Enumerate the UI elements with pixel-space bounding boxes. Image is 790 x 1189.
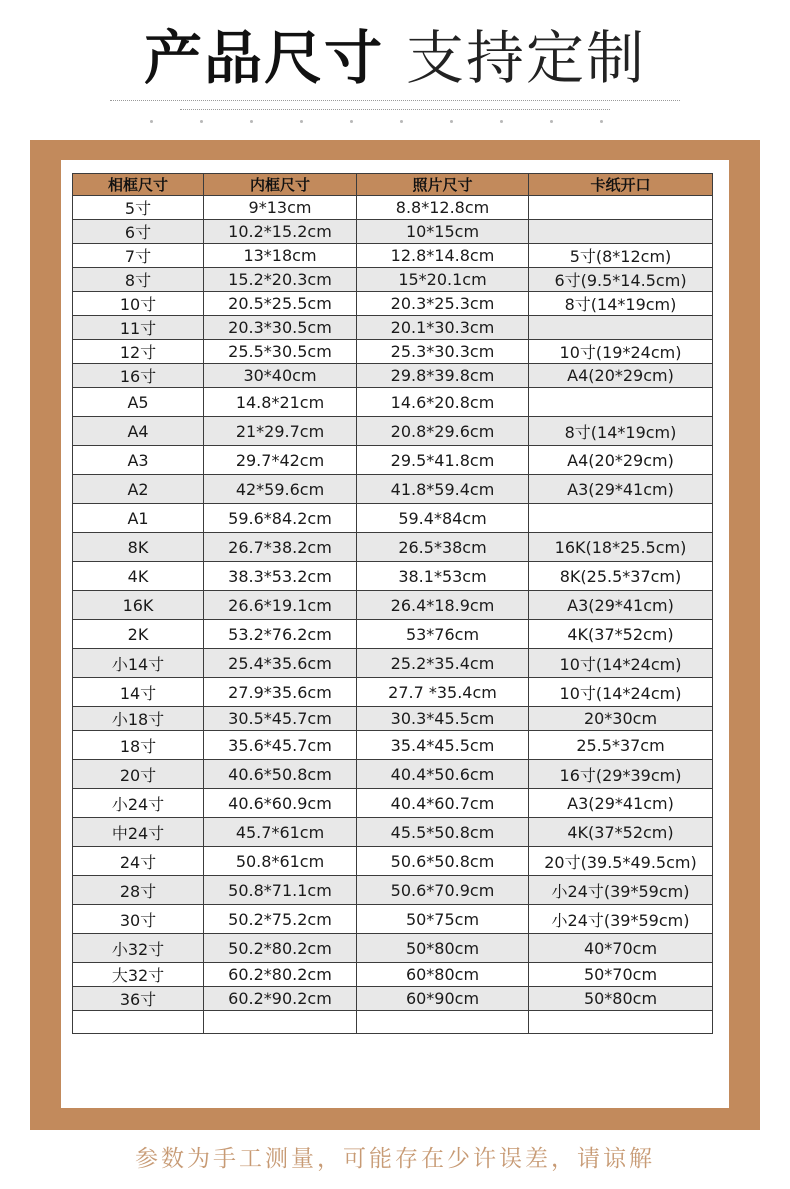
cell-inner-size: 59.6*84.2cm — [204, 504, 357, 533]
size-table — [72, 173, 713, 1034]
cell-photo-size: 27.7 *35.4cm — [357, 678, 529, 707]
table-row — [73, 963, 713, 987]
title-light: 支持定制 — [406, 24, 647, 92]
cell-frame-size: 10寸 — [73, 292, 204, 316]
cell-frame-size: 大32寸 — [73, 963, 204, 987]
cell-frame-size: 小14寸 — [73, 649, 204, 678]
cell-mat-opening — [529, 220, 713, 244]
table-row — [73, 244, 713, 268]
frame-sheet — [61, 160, 729, 1108]
cell-frame-size: 12寸 — [73, 340, 204, 364]
table-row — [73, 731, 713, 760]
cell-mat-opening: 4K(37*52cm) — [529, 818, 713, 847]
table-row — [73, 707, 713, 731]
cell-mat-opening: 10寸(14*24cm) — [529, 678, 713, 707]
cell-frame-size: A3 — [73, 446, 204, 475]
cell-frame-size: 18寸 — [73, 731, 204, 760]
cell-photo-size: 50*75cm — [357, 905, 529, 934]
cell-inner-size: 50.8*71.1cm — [204, 876, 357, 905]
cell-photo-size: 12.8*14.8cm — [357, 244, 529, 268]
cell-photo-size: 50.6*50.8cm — [357, 847, 529, 876]
table-row — [73, 364, 713, 388]
table-row — [73, 562, 713, 591]
cell-inner-size: 45.7*61cm — [204, 818, 357, 847]
cell-frame-size: 4K — [73, 562, 204, 591]
cell-frame-size: A2 — [73, 475, 204, 504]
cell-frame-size: 小24寸 — [73, 789, 204, 818]
cell-photo-size: 30.3*45.5cm — [357, 707, 529, 731]
header-mat-opening: 卡纸开口 — [529, 174, 713, 196]
cell-inner-size: 25.4*35.6cm — [204, 649, 357, 678]
cell-inner-size: 50.2*75.2cm — [204, 905, 357, 934]
table-row — [73, 417, 713, 446]
cell-inner-size: 42*59.6cm — [204, 475, 357, 504]
table-header-row — [73, 174, 713, 196]
cell-inner-size: 15.2*20.3cm — [204, 268, 357, 292]
cell-frame-size: A5 — [73, 388, 204, 417]
header-photo-size: 照片尺寸 — [357, 174, 529, 196]
header-inner-size: 内框尺寸 — [204, 174, 357, 196]
cell-mat-opening: 8寸(14*19cm) — [529, 417, 713, 446]
cell-frame-size: 7寸 — [73, 244, 204, 268]
photo-frame-border — [30, 140, 760, 1130]
cell-mat-opening: 20寸(39.5*49.5cm) — [529, 847, 713, 876]
cell-inner-size: 40.6*60.9cm — [204, 789, 357, 818]
cell-photo-size: 14.6*20.8cm — [357, 388, 529, 417]
table-row — [73, 678, 713, 707]
cell-photo-size: 29.5*41.8cm — [357, 446, 529, 475]
cell-inner-size: 35.6*45.7cm — [204, 731, 357, 760]
cell-photo-size: 15*20.1cm — [357, 268, 529, 292]
cell-inner-size: 38.3*53.2cm — [204, 562, 357, 591]
cell-mat-opening: A3(29*41cm) — [529, 475, 713, 504]
cell-frame-size: 36寸 — [73, 987, 204, 1011]
cell-mat-opening — [529, 316, 713, 340]
table-row — [73, 268, 713, 292]
cell-frame-size: 8寸 — [73, 268, 204, 292]
cell-mat-opening: 10寸(14*24cm) — [529, 649, 713, 678]
cell-frame-size: 20寸 — [73, 760, 204, 789]
cell-frame-size: 16寸 — [73, 364, 204, 388]
decorative-dots — [150, 120, 640, 126]
table-row — [73, 220, 713, 244]
cell-mat-opening — [529, 388, 713, 417]
cell-inner-size: 14.8*21cm — [204, 388, 357, 417]
table-body — [73, 196, 713, 1034]
cell-mat-opening: 50*80cm — [529, 987, 713, 1011]
table-row — [73, 388, 713, 417]
cell-inner-size: 13*18cm — [204, 244, 357, 268]
cell-frame-size: 中24寸 — [73, 818, 204, 847]
cell-mat-opening — [529, 196, 713, 220]
table-row — [73, 847, 713, 876]
cell-inner-size: 20.3*30.5cm — [204, 316, 357, 340]
cell-inner-size: 50.8*61cm — [204, 847, 357, 876]
cell-photo-size: 50.6*70.9cm — [357, 876, 529, 905]
cell-photo-size: 25.2*35.4cm — [357, 649, 529, 678]
cell-photo-size: 26.5*38cm — [357, 533, 529, 562]
cell-mat-opening: 16K(18*25.5cm) — [529, 533, 713, 562]
cell-mat-opening: A3(29*41cm) — [529, 789, 713, 818]
table-row — [73, 649, 713, 678]
table-row — [73, 876, 713, 905]
cell-photo-size: 20.8*29.6cm — [357, 417, 529, 446]
cell-frame-size: 14寸 — [73, 678, 204, 707]
decorative-divider — [110, 100, 680, 101]
cell-mat-opening: 25.5*37cm — [529, 731, 713, 760]
cell-photo-size: 40.4*50.6cm — [357, 760, 529, 789]
table-row — [73, 987, 713, 1011]
cell-photo-size: 40.4*60.7cm — [357, 789, 529, 818]
cell-mat-opening: 16寸(29*39cm) — [529, 760, 713, 789]
cell-photo-size: 29.8*39.8cm — [357, 364, 529, 388]
cell-inner-size: 50.2*80.2cm — [204, 934, 357, 963]
cell-photo-size: 8.8*12.8cm — [357, 196, 529, 220]
cell-frame-size: 5寸 — [73, 196, 204, 220]
title-bold: 产品尺寸 — [143, 24, 384, 92]
cell-inner-size: 30.5*45.7cm — [204, 707, 357, 731]
cell-frame-size: 6寸 — [73, 220, 204, 244]
cell-frame-size: A4 — [73, 417, 204, 446]
table-row — [73, 818, 713, 847]
cell-mat-opening — [529, 504, 713, 533]
cell-inner-size: 9*13cm — [204, 196, 357, 220]
cell-frame-size: 2K — [73, 620, 204, 649]
cell-frame-size: 28寸 — [73, 876, 204, 905]
cell-inner-size — [204, 1011, 357, 1034]
table-row — [73, 905, 713, 934]
cell-inner-size: 60.2*90.2cm — [204, 987, 357, 1011]
cell-mat-opening: A4(20*29cm) — [529, 364, 713, 388]
cell-inner-size: 60.2*80.2cm — [204, 963, 357, 987]
cell-photo-size: 41.8*59.4cm — [357, 475, 529, 504]
cell-mat-opening: A4(20*29cm) — [529, 446, 713, 475]
cell-photo-size — [357, 1011, 529, 1034]
cell-frame-size: A1 — [73, 504, 204, 533]
cell-frame-size: 11寸 — [73, 316, 204, 340]
cell-frame-size: 小32寸 — [73, 934, 204, 963]
table-row — [73, 504, 713, 533]
cell-inner-size: 10.2*15.2cm — [204, 220, 357, 244]
cell-inner-size: 25.5*30.5cm — [204, 340, 357, 364]
cell-photo-size: 59.4*84cm — [357, 504, 529, 533]
cell-inner-size: 29.7*42cm — [204, 446, 357, 475]
cell-photo-size: 20.1*30.3cm — [357, 316, 529, 340]
cell-mat-opening: 小24寸(39*59cm) — [529, 876, 713, 905]
cell-photo-size: 60*90cm — [357, 987, 529, 1011]
cell-frame-size — [73, 1011, 204, 1034]
cell-inner-size: 21*29.7cm — [204, 417, 357, 446]
cell-mat-opening: 50*70cm — [529, 963, 713, 987]
cell-inner-size: 27.9*35.6cm — [204, 678, 357, 707]
cell-photo-size: 26.4*18.9cm — [357, 591, 529, 620]
cell-frame-size: 30寸 — [73, 905, 204, 934]
cell-mat-opening: 8K(25.5*37cm) — [529, 562, 713, 591]
table-row — [73, 316, 713, 340]
cell-mat-opening: 40*70cm — [529, 934, 713, 963]
table-row — [73, 446, 713, 475]
table-row — [73, 533, 713, 562]
cell-photo-size: 35.4*45.5cm — [357, 731, 529, 760]
cell-frame-size: 16K — [73, 591, 204, 620]
table-row — [73, 591, 713, 620]
table-row — [73, 789, 713, 818]
table-row — [73, 760, 713, 789]
table-row — [73, 934, 713, 963]
table-row — [73, 340, 713, 364]
cell-mat-opening: 4K(37*52cm) — [529, 620, 713, 649]
cell-mat-opening: 10寸(19*24cm) — [529, 340, 713, 364]
cell-inner-size: 26.6*19.1cm — [204, 591, 357, 620]
cell-photo-size: 38.1*53cm — [357, 562, 529, 591]
cell-photo-size: 20.3*25.3cm — [357, 292, 529, 316]
cell-frame-size: 小18寸 — [73, 707, 204, 731]
cell-mat-opening: A3(29*41cm) — [529, 591, 713, 620]
cell-inner-size: 53.2*76.2cm — [204, 620, 357, 649]
cell-frame-size: 8K — [73, 533, 204, 562]
cell-mat-opening: 20*30cm — [529, 707, 713, 731]
cell-inner-size: 20.5*25.5cm — [204, 292, 357, 316]
cell-photo-size: 60*80cm — [357, 963, 529, 987]
decorative-divider — [180, 109, 610, 110]
footer-note: 参数为手工测量，可能存在少许误差，请谅解 — [135, 1146, 655, 1172]
cell-photo-size: 45.5*50.8cm — [357, 818, 529, 847]
cell-frame-size: 24寸 — [73, 847, 204, 876]
cell-mat-opening: 小24寸(39*59cm) — [529, 905, 713, 934]
cell-mat-opening: 6寸(9.5*14.5cm) — [529, 268, 713, 292]
table-row — [73, 196, 713, 220]
cell-inner-size: 40.6*50.8cm — [204, 760, 357, 789]
table-row — [73, 1011, 713, 1034]
cell-inner-size: 30*40cm — [204, 364, 357, 388]
cell-photo-size: 50*80cm — [357, 934, 529, 963]
table-row — [73, 292, 713, 316]
cell-photo-size: 10*15cm — [357, 220, 529, 244]
cell-inner-size: 26.7*38.2cm — [204, 533, 357, 562]
cell-mat-opening: 8寸(14*19cm) — [529, 292, 713, 316]
header-frame-size: 相框尺寸 — [73, 174, 204, 196]
cell-mat-opening — [529, 1011, 713, 1034]
cell-photo-size: 25.3*30.3cm — [357, 340, 529, 364]
page-title — [0, 18, 790, 98]
cell-mat-opening: 5寸(8*12cm) — [529, 244, 713, 268]
table-row — [73, 475, 713, 504]
table-row — [73, 620, 713, 649]
cell-photo-size: 53*76cm — [357, 620, 529, 649]
